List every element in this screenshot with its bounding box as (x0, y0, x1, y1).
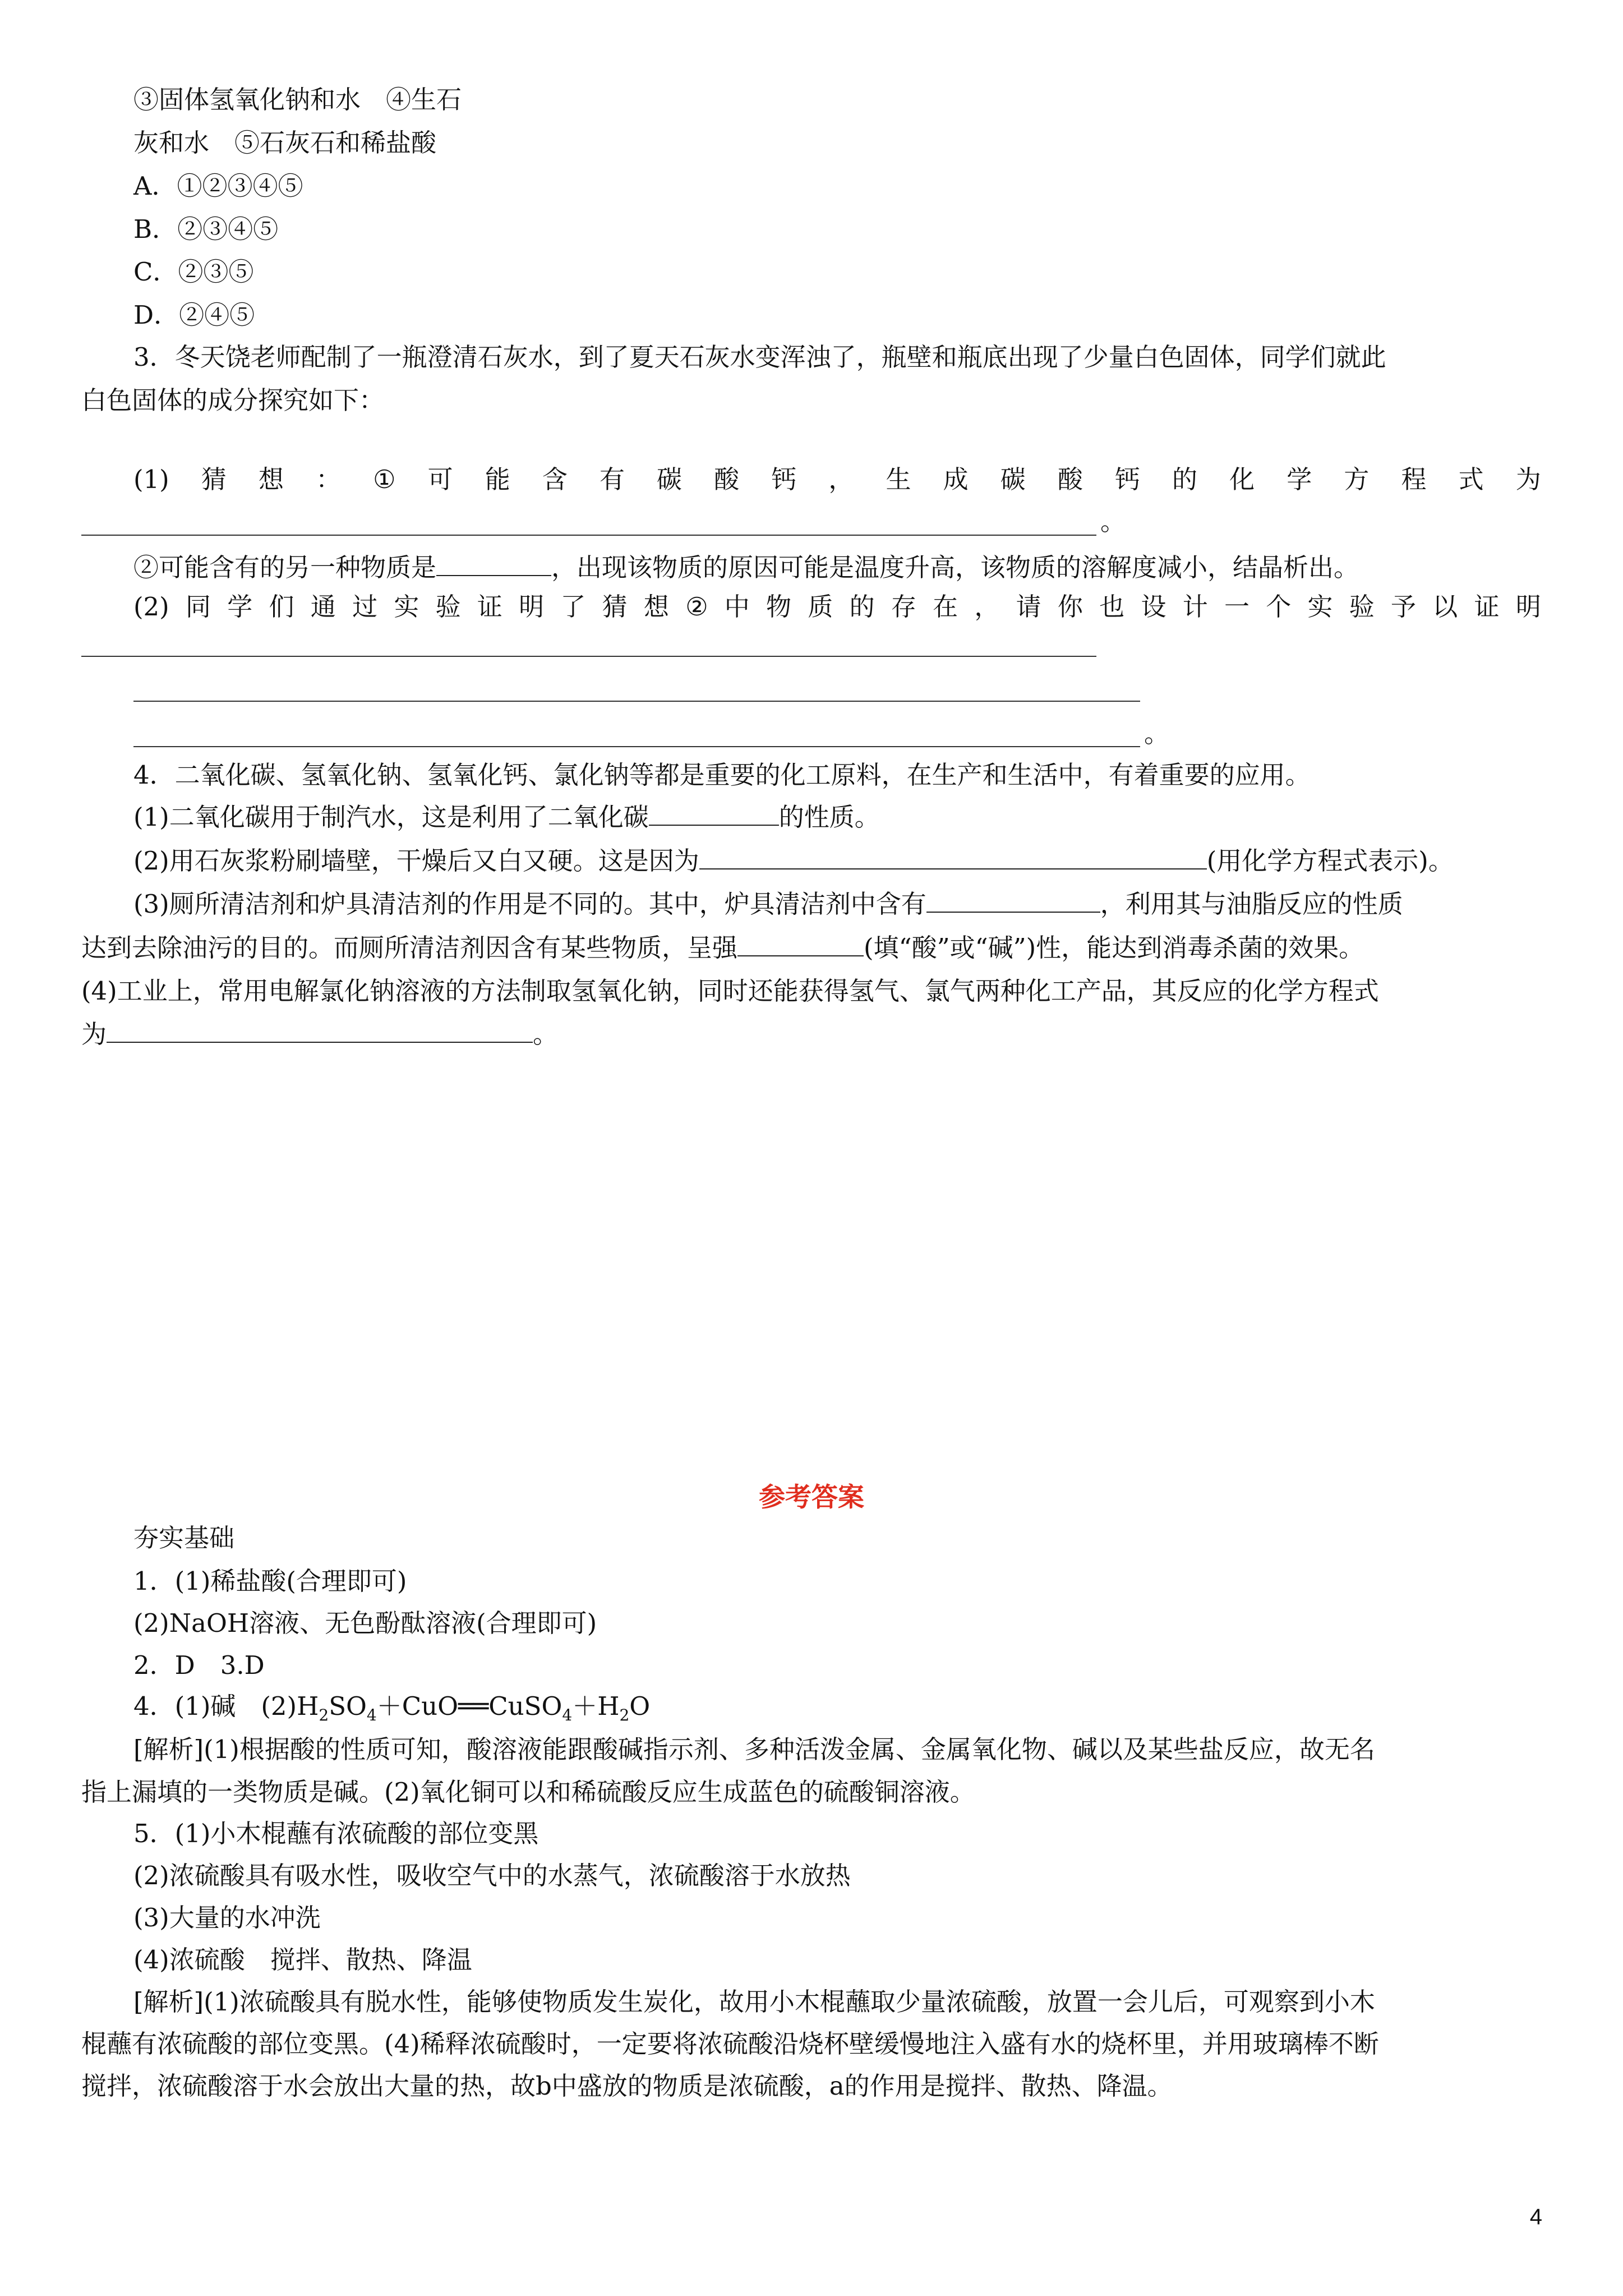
spread-glyph: 学 (227, 592, 253, 622)
answer-4 (133, 1688, 650, 1724)
answer-blank[interactable] (699, 846, 1207, 869)
answer-5-3: (3)大量的水冲洗 (133, 1903, 321, 1932)
spread-glyph: 含 (542, 464, 568, 494)
answer-blank[interactable] (107, 1019, 533, 1043)
q4-part2 (133, 843, 1454, 879)
answers-section: 夯实基础 (133, 1523, 235, 1553)
spread-glyph: 验 (435, 592, 461, 622)
q4-part3-line-2 (81, 930, 1364, 966)
spread-glyph: 的 (849, 592, 875, 622)
subscript: 2 (619, 1706, 630, 1724)
q2-option-line-1: ③固体氢氧化钠和水 ④生石 (133, 85, 462, 114)
q3-stem-line-1: 3．冬天饶老师配制了一瓶澄清石灰水，到了夏天石灰水变浑浊了，瓶壁和瓶底出现了少量白色固体，同学们就此 (133, 342, 1386, 372)
spread-glyph: 碳 (1000, 464, 1026, 494)
answer-4-analysis-line-2: 指上漏填的一类物质是碱。(2)氧化铜可以和稀硫酸反应生成蓝色的硫酸铜溶液。 (81, 1777, 975, 1807)
formula-part: SO (329, 1691, 367, 1721)
spread-glyph: 酸 (1057, 464, 1083, 494)
formula-part: ＋H (572, 1691, 620, 1721)
spread-glyph: 请 (1016, 592, 1041, 622)
spread-glyph: 实 (1307, 592, 1333, 622)
answer-line[interactable] (133, 701, 1140, 702)
spread-glyph: 你 (1057, 592, 1083, 622)
q4-part1-text: (1)二氧化碳用于制汽水，这是利用了二氧化碳 (133, 802, 649, 832)
subscript: 4 (562, 1706, 573, 1724)
spread-glyph: 生 (886, 464, 911, 494)
q4-part4-text: 为 (81, 1019, 107, 1049)
spread-glyph: 予 (1391, 592, 1417, 622)
q2-choice-c: C．②③⑤ (133, 257, 254, 287)
answer-5-4: (4)浓硫酸 搅拌、散热、降温 (133, 1945, 472, 1975)
q3-part2-end: 。 (1144, 719, 1170, 748)
answer-1-2: (2)NaOH溶液、无色酚酞溶液(合理即可) (133, 1608, 597, 1638)
formula-part: ＋CuO══CuSO (376, 1691, 562, 1721)
spread-glyph: 了 (560, 592, 586, 622)
spread-glyph: 个 (1266, 592, 1292, 622)
spread-glyph: 实 (394, 592, 419, 622)
spread-glyph: 方 (1344, 464, 1370, 494)
spread-glyph: 设 (1141, 592, 1166, 622)
spread-glyph: 过 (352, 592, 378, 622)
spread-glyph: 酸 (714, 464, 740, 494)
answer-blank[interactable] (649, 802, 779, 826)
answer-2-3: 2．D 3.D (133, 1650, 265, 1680)
spread-glyph: 式 (1458, 464, 1484, 494)
q2-choice-d: D．②④⑤ (133, 300, 255, 330)
answer-5-analysis-line-1: [解析](1)浓硫酸具有脱水性，能够使物质发生炭化，故用小木棍蘸取少量浓硫酸，放置一会儿后，可观察到小木 (133, 1987, 1375, 2017)
q4-part2-text: (2)用石灰浆粉刷墙壁，干燥后又白又硬。这是因为 (133, 846, 699, 876)
q4-part3-text: (3)厕所清洁剂和炉具清洁剂的作用是不同的。其中，炉具清洁剂中含有 (133, 889, 926, 919)
spread-glyph: 中 (724, 592, 750, 622)
spread-glyph: 化 (1229, 464, 1255, 494)
q2-choice-b: B．②③④⑤ (133, 214, 279, 244)
spread-glyph: ， (828, 464, 854, 494)
answer-4-analysis-line-1: [解析](1)根据酸的性质可知，酸溶液能跟酸碱指示剂、多种活泼金属、金属氧化物、碱以及某些盐反应，故无名 (133, 1734, 1375, 1764)
spread-glyph: ② (685, 592, 708, 622)
answers-title: 参考答案 (759, 1482, 864, 1513)
formula-part: O (629, 1691, 651, 1721)
spread-glyph: (1) (133, 464, 169, 494)
spread-glyph: 们 (269, 592, 294, 622)
answer-blank[interactable] (436, 553, 551, 576)
spread-glyph: 质 (808, 592, 833, 622)
answer-4-text: 4．(1)碱 (2)H (133, 1691, 319, 1721)
q4-part1 (133, 799, 880, 835)
answer-5-analysis-line-2: 棍蘸有浓硫酸的部位变黑。(4)稀释浓硫酸时，一定要将浓硫酸沿烧杯壁缓慢地注入盛有水的烧杯里，并用玻璃棒不断 (81, 2029, 1379, 2059)
spread-glyph: ： (316, 464, 342, 494)
spread-glyph: ① (373, 464, 396, 494)
spread-glyph: 成 (943, 464, 969, 494)
answer-5-1: 5．(1)小木棍蘸有浓硫酸的部位变黑 (133, 1819, 539, 1848)
spread-glyph: 证 (477, 592, 502, 622)
spread-glyph: 物 (766, 592, 792, 622)
subscript: 2 (319, 1706, 329, 1724)
answer-1-1: 1．(1)稀盐酸(合理即可) (133, 1566, 407, 1596)
answer-5-2: (2)浓硫酸具有吸水性，吸收空气中的水蒸气，浓硫酸溶于水放热 (133, 1861, 851, 1890)
q4-part4-line-2 (81, 1016, 558, 1052)
spread-glyph: 能 (485, 464, 510, 494)
q4-part3-line-1 (133, 886, 1403, 922)
spread-glyph: 有 (599, 464, 625, 494)
q4-part3-text-post: ，利用其与油脂反应的性质 (1100, 889, 1403, 919)
spread-glyph: ， (974, 592, 1000, 622)
spread-glyph: 可 (427, 464, 453, 494)
spread-glyph: 钙 (1114, 464, 1140, 494)
spread-glyph: 学 (1287, 464, 1312, 494)
spread-glyph: 以 (1432, 592, 1458, 622)
spread-glyph: 想 (258, 464, 284, 494)
spread-glyph: 明 (1515, 592, 1541, 622)
q4-stem: 4．二氧化碳、氢氧化钠、氢氧化钙、氯化钠等都是重要的化工原料，在生产和生活中，有着重要的应用。 (133, 760, 1311, 790)
q4-part3-l2-text: 达到去除油污的目的。而厕所清洁剂因含有某些物质，呈强 (81, 933, 738, 963)
spread-glyph: (2) (133, 592, 169, 622)
subscript: 4 (366, 1706, 377, 1724)
answer-blank[interactable] (737, 933, 864, 956)
spread-glyph: 想 (643, 592, 669, 622)
q4-part4-text-post: 。 (533, 1019, 559, 1049)
q3-guess-text-post: ，出现该物质的原因可能是温度升高，该物质的溶解度减小，结晶析出。 (551, 553, 1359, 582)
spread-glyph: 通 (310, 592, 336, 622)
spread-glyph: 程 (1401, 464, 1427, 494)
spread-glyph: 也 (1099, 592, 1125, 622)
spread-glyph: 在 (933, 592, 958, 622)
q3-part1-second-guess (133, 550, 1359, 586)
page-number: 4 (1529, 2205, 1542, 2229)
q3-part1-end: 。 (1100, 507, 1126, 536)
spread-glyph: 验 (1349, 592, 1375, 622)
answer-line[interactable] (81, 656, 1096, 657)
q3-stem-line-2: 白色固体的成分探究如下： (81, 385, 385, 415)
spread-glyph: 猜 (602, 592, 628, 622)
q3-part1-question (133, 462, 1541, 498)
spread-glyph: 为 (1515, 464, 1541, 494)
q4-part3-l2-text-post: (填“酸”或“碱”)性，能达到消毒杀菌的效果。 (864, 933, 1364, 963)
q3-part2-question (133, 589, 1541, 625)
spread-glyph: 存 (891, 592, 916, 622)
spread-glyph: 碳 (657, 464, 683, 494)
q2-choice-a: A．①②③④⑤ (133, 171, 303, 201)
spread-glyph: 猜 (201, 464, 227, 494)
spread-glyph: 计 (1182, 592, 1208, 622)
spread-glyph: 证 (1474, 592, 1500, 622)
spread-glyph: 的 (1172, 464, 1198, 494)
spread-glyph: 明 (519, 592, 545, 622)
spread-glyph: 钙 (771, 464, 797, 494)
answer-blank[interactable] (926, 889, 1100, 913)
spread-glyph: 一 (1224, 592, 1249, 622)
spread-glyph: 同 (186, 592, 211, 622)
answer-line[interactable] (81, 535, 1096, 536)
answer-5-analysis-line-3: 搅拌，浓硫酸溶于水会放出大量的热，故b中盛放的物质是浓硫酸，a的作用是搅拌、散热、降温。 (81, 2071, 1173, 2101)
answer-line[interactable] (133, 746, 1140, 747)
q4-part1-text-post: 的性质。 (778, 802, 880, 832)
q4-part4-line-1: (4)工业上，常用电解氯化钠溶液的方法制取氢氧化钠，同时还能获得氢气、氯气两种化工产品，其反应的化学方程式 (81, 976, 1379, 1006)
q2-option-line-2: 灰和水 ⑤石灰石和稀盐酸 (133, 128, 437, 158)
q4-part2-text-post: (用化学方程式表示)。 (1206, 846, 1454, 876)
q3-guess-text-pre: ②可能含有的另一种物质是 (133, 553, 437, 582)
